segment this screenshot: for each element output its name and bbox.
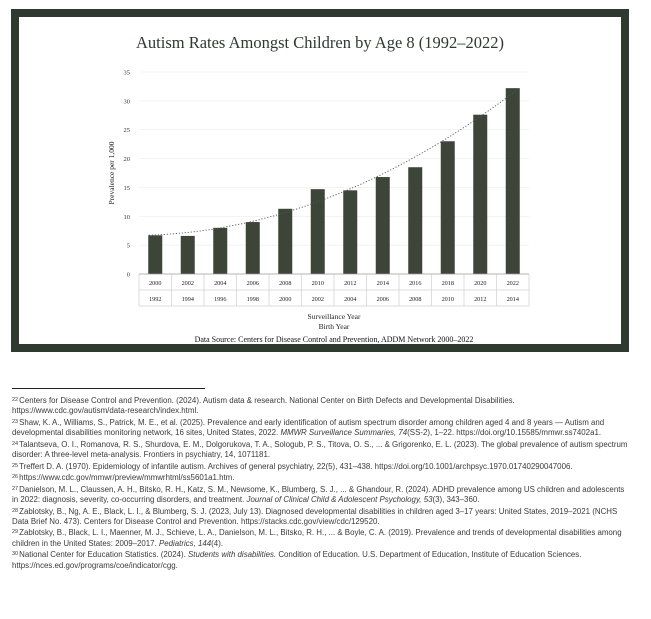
footnote-text: (4).	[211, 538, 224, 548]
footnote	[12, 550, 630, 571]
footnote	[12, 507, 630, 528]
footnote-text: https://www.cdc.gov/mmwr/preview/mmwrhtml/ss5601a1.htm.	[19, 473, 235, 483]
x-axis-table	[139, 274, 529, 306]
footnote-number: 23	[12, 418, 19, 425]
bar	[278, 209, 292, 274]
x-axis-label-secondary: Birth Year	[318, 322, 350, 331]
bar	[181, 236, 195, 274]
bar-chart	[19, 17, 621, 344]
bar	[246, 222, 260, 274]
birth-year-label: 2000	[279, 296, 292, 303]
footnote-number: 24	[12, 440, 19, 447]
x-tick-label: 2020	[474, 280, 487, 287]
chart-panel	[19, 17, 621, 344]
footnote	[12, 528, 630, 549]
footnote	[12, 462, 630, 472]
y-tick-label: 25	[123, 127, 130, 135]
chart-title: Autism Rates Amongst Children by Age 8 (1992–2022)	[135, 33, 505, 52]
bar	[376, 177, 390, 274]
footnote-number: 27	[12, 485, 19, 492]
footnotes	[12, 396, 630, 572]
x-tick-label: 2012	[344, 280, 357, 287]
footnote	[12, 485, 630, 506]
bar	[473, 115, 487, 274]
footnote-text: Students with disabilities.	[187, 550, 277, 560]
x-tick-label: 2006	[246, 280, 259, 287]
footnote-text: Danielson, M. L., Claussen, A. H., Bitsko, R. H., Katz, S. M., Newsome, K., Blumberg, S. J., ... & Ghandour, R. (2024). ADHD prevalence among US children and adolescents in 2022: diagnosis, severity, co-occurring disorders, and treatment.	[12, 484, 625, 505]
x-tick-label: 2002	[181, 280, 194, 287]
footnote-text: Treffert D. A. (1970). Epidemiology of infantile autism. Archives of general psychiatry, 22(5), 431–438. https://doi.org/10.1001/archpsyc.1970.01740290047006.	[19, 461, 573, 471]
trendline-path	[149, 88, 519, 235]
birth-year-label: 1992	[149, 296, 162, 303]
footnote-text: Talantseva, O. I., Romanova, R. S., Shurdova, E. M., Dolgorukova, T. A., Sologub, P. S., Titova, O. S., ... & Grigorenko, E. L. (2023). The global prevalence of autism spectrum disorder: A three-level meta-analysis. Frontiers in psychiatry, 14, 1071181.	[12, 439, 628, 460]
birth-year-label: 2002	[311, 296, 324, 303]
footnote-text: (SS-2), 1–22. https://doi.org/10.15585/mmwr.ss7402a1.	[407, 428, 602, 438]
y-tick-label: 5	[126, 242, 130, 250]
x-tick-label: 2022	[506, 280, 519, 287]
birth-year-label: 1996	[214, 296, 227, 303]
footnote-text: Condition of Education. U.S. Department of Education, Institute of Education Sciences. https://nces.ed.gov/programs/coe/indicator/cgg.	[12, 550, 582, 570]
footnote	[12, 473, 630, 483]
birth-year-label: 2010	[441, 296, 454, 303]
birth-year-label: 2012	[474, 296, 487, 303]
x-tick-label: 2014	[376, 280, 389, 287]
footnote-number: 26	[12, 474, 19, 481]
footnote	[12, 418, 630, 439]
x-tick-label: 2008	[279, 280, 292, 287]
y-tick-label: 35	[123, 69, 130, 77]
footnote-text: Shaw, K. A., Williams, S., Patrick, M. E., et al. (2025). Prevalence and early identification of autism spectrum disorder among children aged 4 and 8 years — Autism and developmental disabilities monitoring network, 16 sites, United States, 2022.	[12, 417, 605, 438]
footnote-number: 22	[12, 397, 19, 403]
footnote	[12, 396, 630, 417]
gridlines	[139, 72, 529, 245]
y-tick-label: 0	[126, 271, 130, 279]
bar	[311, 189, 325, 274]
x-axis-label: Surveillance Year	[307, 312, 361, 321]
footnote-number: 25	[12, 462, 19, 469]
bar	[506, 88, 520, 274]
bar	[213, 228, 227, 274]
footnote-text: (3), 343–360.	[432, 495, 480, 505]
x-tick-label: 2016	[409, 280, 422, 287]
bar	[343, 190, 357, 274]
y-tick-label: 10	[123, 213, 130, 221]
birth-year-label: 1998	[246, 296, 259, 303]
birth-year-label: 2004	[344, 296, 357, 303]
bar	[441, 141, 455, 274]
footnote	[12, 440, 630, 461]
data-source-note: Data Source: Centers for Disease Control and Prevention, ADDM Network 2000–2022	[194, 335, 474, 344]
birth-year-label: 1994	[181, 296, 194, 303]
y-axis-ticks	[124, 70, 131, 279]
footnote-text: Zablotsky, B., Ng, A. E., Black, L. I., & Blumberg, S. J. (2023, July 13). Diagnosed developmental disabilities in children aged 3–17 years: United States, 2019–2021 (NCHS Data Brief No. 473). Centers for Disease Control and Prevention. https://stacks.cdc.gov/view/cdc/129520.	[12, 506, 618, 526]
x-tick-label: 2010	[311, 280, 324, 287]
y-tick-label: 20	[123, 156, 130, 164]
y-tick-label: 30	[123, 98, 130, 106]
birth-year-label: 2006	[376, 296, 389, 303]
y-tick-label: 15	[123, 184, 130, 192]
bar	[408, 167, 422, 274]
x-tick-label: 2000	[149, 280, 162, 287]
footnote-text: Journal of Clinical Child & Adolescent Psychology, 53	[246, 495, 433, 505]
bars	[148, 88, 520, 274]
x-tick-label: 2004	[214, 280, 227, 287]
footnote-text: Zablotsky, B., Black, L. I., Maenner, M. J., Schieve, L. A., Danielson, M. L., Bitsko, R. H., ... & Boyle, C. A. (2019). Prevalence and trends of developmental disabilities among children in the United States: 2009–2017.	[12, 528, 622, 548]
footnote-number: 29	[12, 529, 19, 536]
y-axis-label: Prevalence per 1,000	[107, 141, 116, 205]
footnote-text: National Center for Education Statistics. (2024).	[19, 550, 188, 560]
trendline	[149, 88, 519, 235]
footnote-number: 30	[12, 551, 19, 558]
footnote-number: 28	[12, 507, 19, 514]
x-tick-label: 2018	[441, 280, 454, 287]
chart-frame	[11, 9, 629, 352]
footnote-text: MMWR Surveillance Summaries, 74	[280, 428, 408, 438]
footnote-divider	[12, 388, 205, 389]
footnote-text: Pediatrics, 144	[158, 538, 212, 548]
birth-year-label: 2014	[506, 296, 519, 303]
bar	[148, 235, 162, 274]
birth-year-label: 2008	[409, 296, 422, 303]
footnote-text: Centers for Disease Control and Prevention. (2024). Autism data & research. National Center on Birth Defects and Developmental Disabilities. https://www.cdc.gov/autism/data-research/index.html.	[12, 396, 515, 416]
